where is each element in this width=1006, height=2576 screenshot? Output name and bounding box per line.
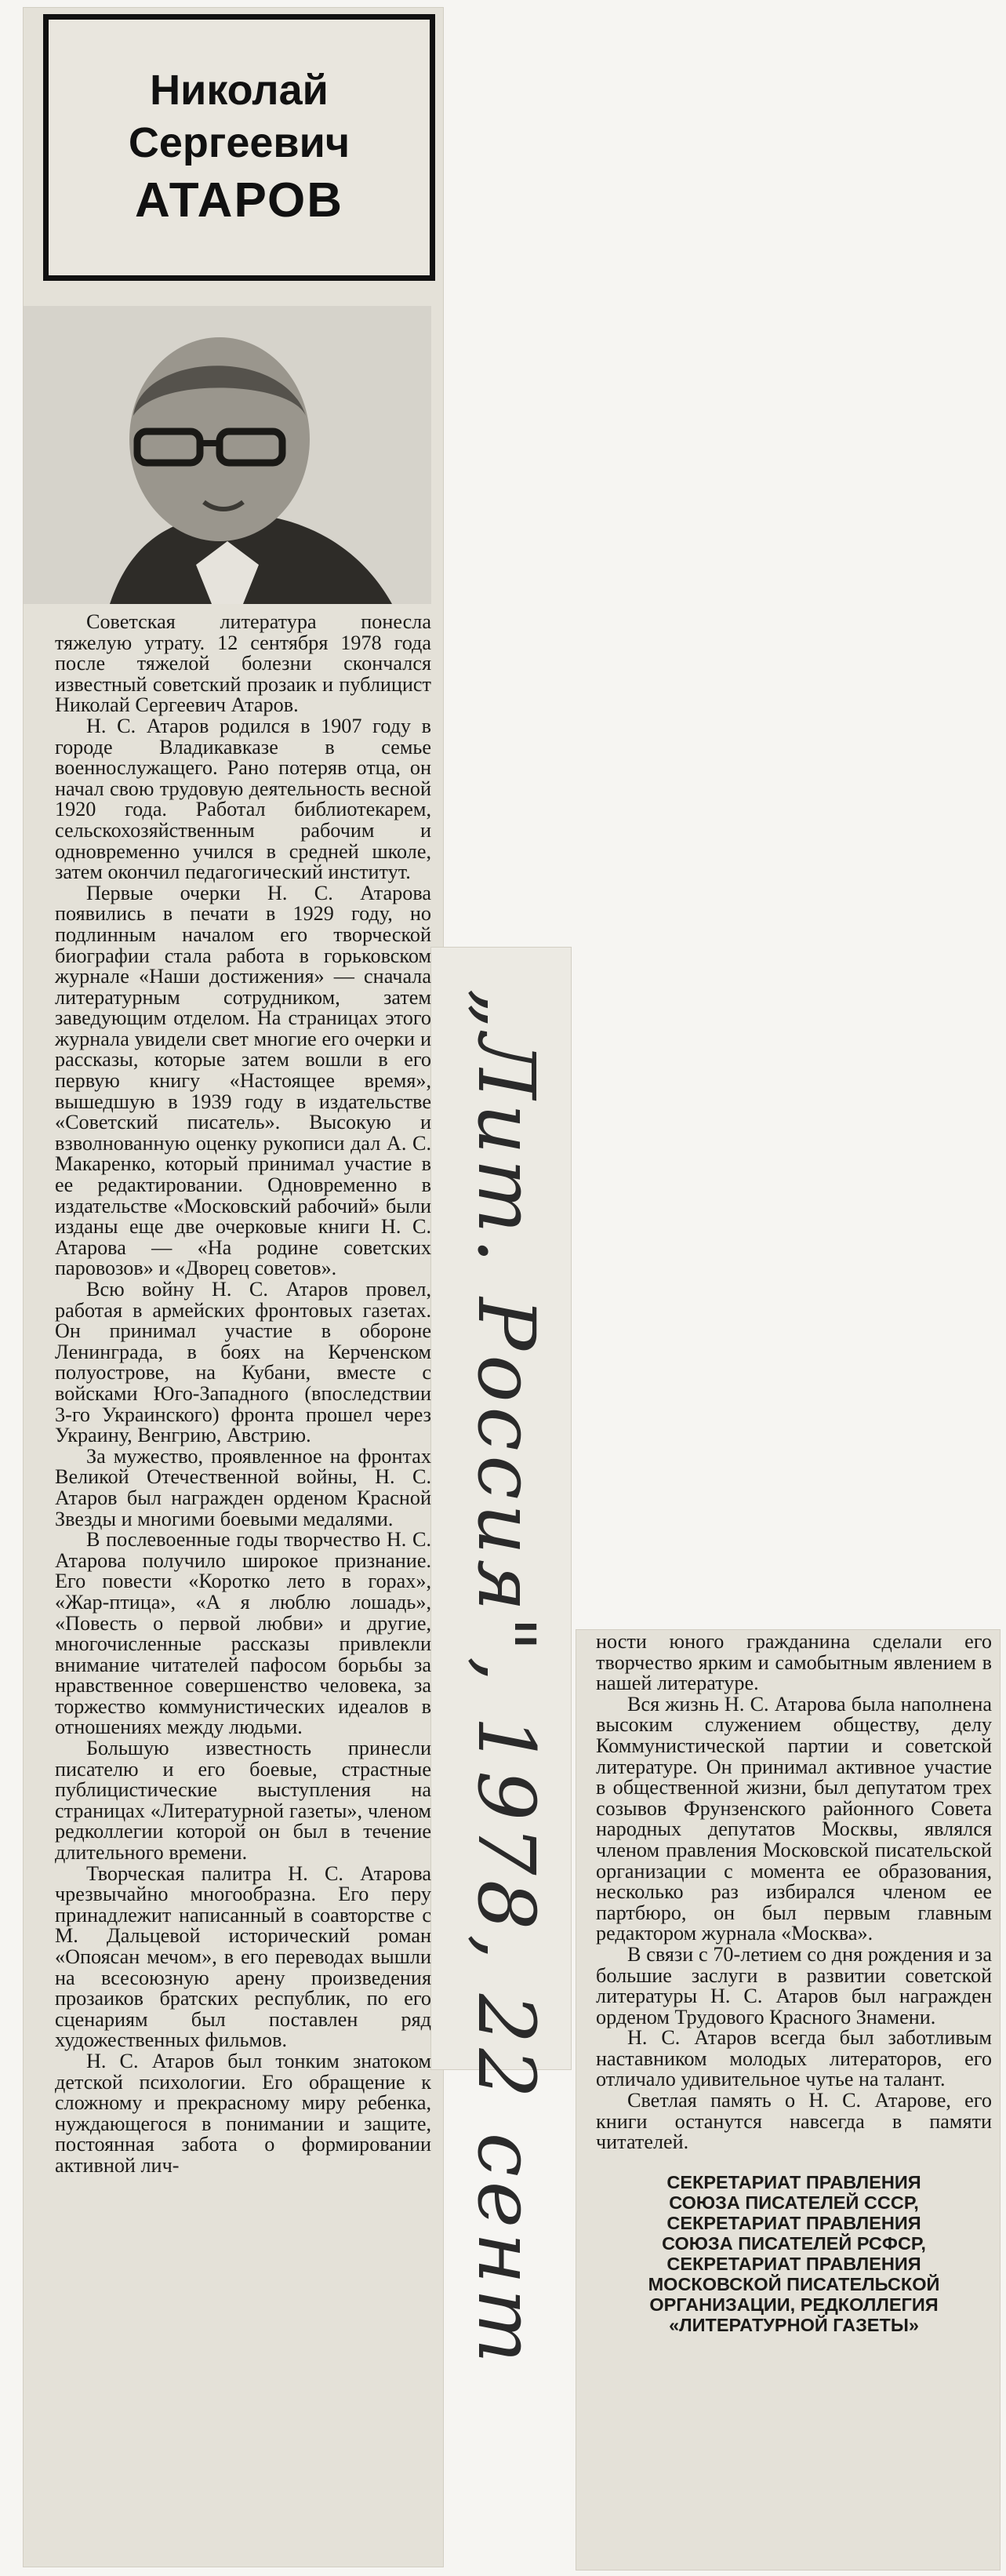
paragraph: Советская литература понесла тяжелую утрату. 12 сентября 1978 года после тяжелой болезни скончался известный советский прозаик и публицист Николай Сергеевич Атаров. xyxy=(55,610,431,717)
header-surname: АТАРОВ xyxy=(135,173,343,227)
paragraph: Н. С. Атаров был тонким знатоком детской психологии. Его обращение к сложному и прекрасному миру ребенка, нуждающегося в понимании и защите, постоянная забота о формировании активной лич- xyxy=(55,2049,431,2177)
paragraph: Всю войну Н. С. Атаров провел, работая в армейских фронтовых газетах. Он принимал участие в обороне Ленинграда, в боях на Керченском полуострове, на Кубани, вместе с войсками Юго-Западного (впоследствии 3-го Украинского) фронта прошел через Украину, Венгрию, Австрию. xyxy=(55,1278,431,1447)
paragraph: ности юного гражданина сделали его творчество ярким и самобытным явлением в нашей литературе. xyxy=(596,1630,992,1695)
handwritten-source-note: „Лит. Россия", 1978, 22 сент xyxy=(460,988,552,2368)
paragraph: Н. С. Атаров родился в 1907 году в городе Владикавказе в семье военнослужащего. Рано потеряв отца, он начал свою трудовую деятельность весной 1920 года. Работал библиотекарем, сельскохозяйственным рабочим и одновременно учился в средней школе, затем окончил педагогический институт. xyxy=(55,714,431,884)
paragraph: Большую известность принесли писателю и его боевые, страстные публицистические выступления на страницах «Литературной газеты», членом редколлегии которой он был в течение длительного времени. xyxy=(55,1737,431,1865)
paragraph: Творческая палитра Н. С. Атарова чрезвычайно многообразна. Его перу принадлежит написанный в соавторстве с М. Дальцевой исторический роман «Опоясан мечом», в его переводах вышли на всесоюзную арену произведения прозаиков братских республик, по его сценариям был поставлен ряд художественных фильмов. xyxy=(55,1861,431,2052)
paragraph: В связи с 70-летием со дня рождения и за большие заслуги в развитии советской литературы Н. С. Атаров был награжден орденом Трудового Красного Знамени. xyxy=(596,1942,992,2028)
portrait-photo xyxy=(24,306,431,604)
paragraph: Первые очерки Н. С. Атарова появились в печати в 1929 году, но подлинным началом его творческой биографии стала работа в горьковском журнале «Наши достижения» — сначала литературным сотрудником, затем заведующим отделом. На страницах этого журнала увидели свет многие его очерки и рассказы, которые затем вошли в его первую книгу «Настоящее время», вышедшую в 1939 году в издательстве «Советский писатель». Высокую и взволнованную оценку рукописи дал А. С. Макаренко, который принимал участие в ее редактировании. Одновременно в издательстве «Московский рабочий» были изданы еще две очерковые книги Н. С. Атарова — «На родине советских паровозов» и «Дворец советов». xyxy=(55,881,431,1280)
paragraph: За мужество, проявленное на фронтах Великой Отечественной войны, Н. С. Атаров был награжден орденом Красной Звезды и многими боевыми медалями. xyxy=(55,1444,431,1530)
paragraph: Вся жизнь Н. С. Атарова была наполнена высоким служением обществу, делу Коммунистической партии и советской литературе. Он принимал активное участие в общественной жизни, был депутатом трех созывов Фрунзенского районного Совета народных депутатов Москвы, являлся членом правления Московской писательской организации с момента ее образования, несколько раз избирался членом ее партбюро, он был первым главным редактором журнала «Москва». xyxy=(596,1692,992,1945)
obituary-header xyxy=(43,14,435,281)
header-first-name: Николай xyxy=(150,66,329,114)
paragraph: Светлая память о Н. С. Атарове, его книги останутся навсегда в памяти читателей. xyxy=(596,2089,992,2154)
paragraph: Н. С. Атаров всегда был заботливым наставником молодых литераторов, его отличало удивительное чутье на талант. xyxy=(596,2026,992,2091)
paragraph: В послевоенные годы творчество Н. С. Атарова получило широкое признание. Его повести «Коротко лето в горах», «Жар-птица», «А я люблю лошадь», «Повесть о первой любви» и другие, многочисленные рассказы привлекли внимание читателей пафосом борьбы за нравственное совершенство человека, за торжество коммунистических идеалов в отношениях между людьми. xyxy=(55,1528,431,1739)
header-patronymic: Сергеевич xyxy=(128,119,350,167)
obituary-text-main xyxy=(55,612,431,2177)
obituary-text-continuation xyxy=(596,1632,992,2335)
signature-block: СЕКРЕТАРИАТ ПРАВЛЕНИЯ СОЮЗА ПИСАТЕЛЕЙ СССР, СЕКРЕТАРИАТ ПРАВЛЕНИЯ СОЮЗА ПИСАТЕЛЕЙ РСФСР, СЕКРЕТАРИАТ ПРАВЛЕНИЯ МОСКОВСКОЙ ПИСАТЕЛЬСКОЙ ОРГАНИЗАЦИИ, РЕДКОЛЛЕГИЯ «ЛИТЕРАТУРНОЙ ГАЗЕТЫ» xyxy=(648,2171,940,2335)
